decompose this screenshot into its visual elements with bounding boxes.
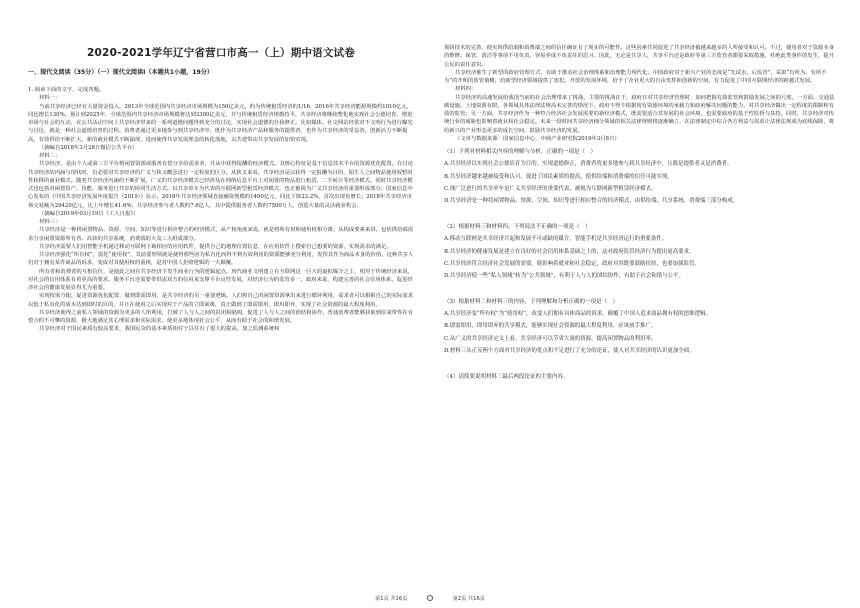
material-3-continued: 预防技术的完善，使实现供给端和消费端之间的信任确证有了现实的可能性。这些因素共同促进了共享经济被越来越多的人所接受和认可。不过，使用者对于资源本身的维修、保管、清洁等事项不用负责，容易养成不负责任的思习。因此，无论是共享人，共享平台还是政府等第三方监管者都要采取措施，杜绝此类事件的发生，提升公民的责任意识。 bbox=[444, 45, 835, 68]
question-3-option-c: C.从广义的共享经济定义上看，共享经济可以节省大量的资源，提高闲置物品的利用率。 bbox=[444, 335, 657, 342]
question-2-option-d: D.共享经济使一些“私人领域”转为“公共领域”，有利于人与人的团结协作，有助于社会和谐与公平。 bbox=[444, 273, 684, 280]
material-4-label: 材料四： bbox=[455, 86, 477, 93]
question-2-option-b: B.共享经济的健康发展是建立在良好的社会信用体系基础之上的，这对政府监管经济行为提出更高要求。 bbox=[444, 248, 695, 255]
question-4: （4）请简要说明材料三最后两段论证的主要内容。 bbox=[444, 373, 569, 380]
material-2-text: 共享经济，是由个人或第三方平台将闲置资源或服务有偿分享给需求者，并从中获得报酬的经济模式。其核心特征是基于信息技术平台的资源优化配置。在讨论共享经济的内涵与现状时，有必要对共享经济的广义与狭义概念进行一定程度的区分。从狭义来看，共享经济是以获得一定报酬为目的，陌生人之间物品使用权暂时性转移的商业模式。随着共享经济内涵的不断扩展，广义的共享经济模式已经涉及在网络信息平台上对闲置的物品进行租赁、二手转让等经济模式。同时共享经济模式也包括对闲置资产、技能、服务进行共享的协同生活方式。以共享单车为代表的互联网新型租赁经济模式，也正被视为广义共享经济的重要组成部分。国家信息中心发布的《中国共享经济发展年度报告（2019）》显示，2018年共享经济领域直接融资规模约1490亿元，同比下降23.2%，首次出现负增长；2018年共享经济市场交易额为29420亿元，比上年增长41.6%；共享经济参与者人数约7.6亿人，其中提供服务者人数约7500万人，创造大量的灵活就业机会。 bbox=[28, 161, 414, 209]
question-3-option-d: D.材料三从正反两个方面对共享经济的优点和不足进行了充分的论证，使人对共享经济的认识更加全面。 bbox=[444, 348, 695, 355]
question-1-option-a: A.共享经济以实现社会公德培育为目的，实现道德修正，消费者将更多地参与到共享经济中，且既是提供者又是消费者。 bbox=[444, 161, 733, 168]
material-3-paragraph: 共享经济对于国民素质有较高要求，我国民众的基本素质相对于以往有了很大的提高。加之监测系统和 bbox=[39, 326, 280, 333]
page-title: 2020-2021学年辽宁省营口市高一（上）期中语文试卷 bbox=[87, 47, 355, 59]
question-intro: 1. 阅读下面的文字，完成各题。 bbox=[28, 87, 105, 93]
page-number-left: 第1页 共16页 bbox=[375, 596, 408, 602]
material-3-paragraph: 实现按需分配，促进资源优化配置，做到即需即用，是共享经济的另一重要逻辑。人们将自己的闲置资源拿出来进行循环利用，需求者可以根据自己的实际需求以低于私有化的成本达到即时的目的，并且在使用之后实现对于产品的立即面离，真正做到了即需即用，即用即弃，实现了社会资源的最大程度利用。 bbox=[28, 293, 414, 308]
question-3: （3）根据材料二和材料三的内容，下列理解和分析正确的一项是（ ） bbox=[444, 298, 619, 305]
question-2-option-a: A.移动互联网是共享经济兴起和发展不可或缺的媒介，智能手机是共享经济运行的重要条件。 bbox=[444, 236, 668, 243]
material-1-text: 当前共享经济已经有大量资金投入。2013年全球范围内共享经济市场规模为150亿美元，约为传统租赁经济的1/16，2016年共享经济能源规模约1010亿元，同比增长130%。预计到2025年，全球范围内共享经济市场规模将达到3300亿美元，并与传统租赁经济规模持平。共享经济将继续整化地实现社会公德培育、增进市场与社会的互动，在公共活动空间上共享经济带来的一系列道德问题得到充分的讨论，实现社会道德的自我修正。比如媒体、社交网站经常对不文明行为进行曝光与讨论，就是一种社会道德培育的过程。消费者通过更多地参与到共享经济中，既作为共享经济产品和服务的提供者，也作为共享经济的受益者，创新活力不断提高，有效供给不断扩大，新的就业模式不断涌现，进而使得共享发展理念的转化落地，以共建带动共享发展的加快实现。 bbox=[28, 103, 413, 143]
question-2: （2）根据材料三和材料四，下列说法不正确的一项是（ ） bbox=[444, 223, 591, 230]
page-number-right: 第2页 共16页 bbox=[452, 596, 485, 602]
material-3-paragraph: 共享经济强化“所有权”，弱化“使用权”，其前要理领就是使得那些因为私有化而得不到有效利用的资源能够充分利用，发挥其作为商品本身的价值。这种共享人们对于拥有某件商品的诉求，变成对其使用权的重视，是对中国人拒赔逻辑的一大颠覆。 bbox=[28, 252, 414, 267]
material-3-paragraph: 共享经济是一种将闲置物品、资源、空间、知识等进行相应整合的经济模式，从产权角度来说，就是将所有权和使用权相分离；从构成要素来讲，包括供给端需求分享闲置资源所有者、高效的共享系统，消费端的大众三大组成部分。 bbox=[28, 227, 414, 242]
question-3-option-b: B.即需即用，即用即弃的共享模式，能够实现社会资源的最大程度利用，应该放手推广。 bbox=[444, 323, 657, 330]
material-1-source: （摘编自2018年3月28日微信公共平台） bbox=[39, 144, 138, 151]
material-3-paragraph: 所有者和消费者的互相信任，是使此之间在共享经济下发生商业行为的逻辑起点。现代商业文明建立在互联网这一巨大的虚拟媒介之上，相对于传统经济来说，对社会的信用体系有着更高的要求。服务平台还需要带供需双方的信用来支撑平台良性发展，对经济行为的监管多一、政府来说，构建完善的社会信用体系、促进经济社会的健康发展显得尤为重要。 bbox=[28, 268, 414, 291]
page-footer bbox=[0, 595, 860, 602]
material-3-paragraph: 共享经济使得之前私人领域的资源为更多的人所利用，打破了人与人之间的封闭和隔阂，促进了人与人之间的团结和协作。普通消费者能够获取到原来带你在有偿合约不可攀的资源，极大地满足其心理需求和实际需求，使更多地体现社会公平，从而有助于社会的和谐发展。 bbox=[28, 309, 414, 324]
binding-hole-icon bbox=[427, 595, 433, 601]
section-heading: 一、现代文阅读（35分）（一）现代文阅读Ⅰ（本题共1小题，19分） bbox=[28, 69, 213, 76]
material-1-label: 材料一： bbox=[39, 95, 61, 102]
question-1-option-c: C.现广泛进行的共享单车是广义共享经济的重要代表，被视为互联网新型租赁经济模式。 bbox=[444, 186, 657, 193]
question-1-option-b: B.共享经济越来越被接受和认可，促进了国民素质的提高，使供给端和消费端的信任可能实现。 bbox=[444, 173, 673, 180]
material-4-source: （文章与数据来源：国家信息中心，中商产业研究院2019年3月8日） bbox=[455, 135, 620, 142]
question-2-option-c: C.共享经济符合经济社会发展的需要，能影响着就业和社会稳定，政府对其既要鼓励扶持，也要加强监管。 bbox=[444, 260, 700, 267]
right-page bbox=[430, 0, 860, 608]
material-3-paragraph: 共享经济需要人们用智能手机通过移动互联网下载相应的应用软件，提供自己的地理位置信息，在应用软件上搜索自己想要的资源，实现需求的满足。 bbox=[39, 243, 392, 250]
question-3-option-a: A.共享经济变“所有权”为“使用权”，改变人们拥有具体商品的诉求，颠覆了中国人追求商品拥有权的思维逻辑。 bbox=[444, 311, 711, 317]
material-2-label: 材料二： bbox=[39, 153, 61, 159]
question-1-option-d: D.共享经济是一种将闲置物品、资源、空间、知识等进行相应整合的经济模式，由供给端、共享系统、消费端三部分构成。 bbox=[444, 198, 739, 205]
material-2-source: （摘编自2019年03月19日《工人日报》） bbox=[39, 210, 139, 217]
material-4-text: 共享经济的高速发展给我国当前的社会治理带来了挑战，主要的挑战在于，政府在对共享经济管理时，如何把握有效监管和鼓励发展之间的尺度。一方面，交通基础设施、土地资源有限，各领域具体法律法规高未完善的情况下，政府不得不根据现有资源环境的承载力和政府解决问题的能力，对共享经济做出一定程度的限制和有效的监管；另一方面，共享经济作为一种符合经济社会发展需要的新经济模式，既需要适合其发展的社会环境，也需要政府的基于性监督与扶持。同时，共享经济对传统行业的威胁也影响着就业和社会稳定。未来一段时间共享经济细分领域的相关法律规则将逐渐确立，在法律制定中综合各方利益与需求让法律法规成为底线保障，将给新兴的产业形态更多的成长空间，鼓励共享经济的发展。 bbox=[444, 94, 835, 134]
material-3-label: 材料三： bbox=[39, 219, 61, 225]
question-1: （1）下列对材料相关内容的理解与分析，正确的一项是（ ） bbox=[444, 149, 597, 155]
material-3-paragraph: 共享经济催生了新型的政府管理方式，有助于推动社会治理体系和治理能力现代化。中国政府对于新兴产业的态度是“先试水、后监管”，采取“有所为、有所不为”的开明的监管策略，给新型经济领域提供了宽松、开放的发展环境，给予了企业更大的自由发挥和创新的空间，有力促进了中国互联网经济的跨越式发展。 bbox=[444, 69, 827, 84]
